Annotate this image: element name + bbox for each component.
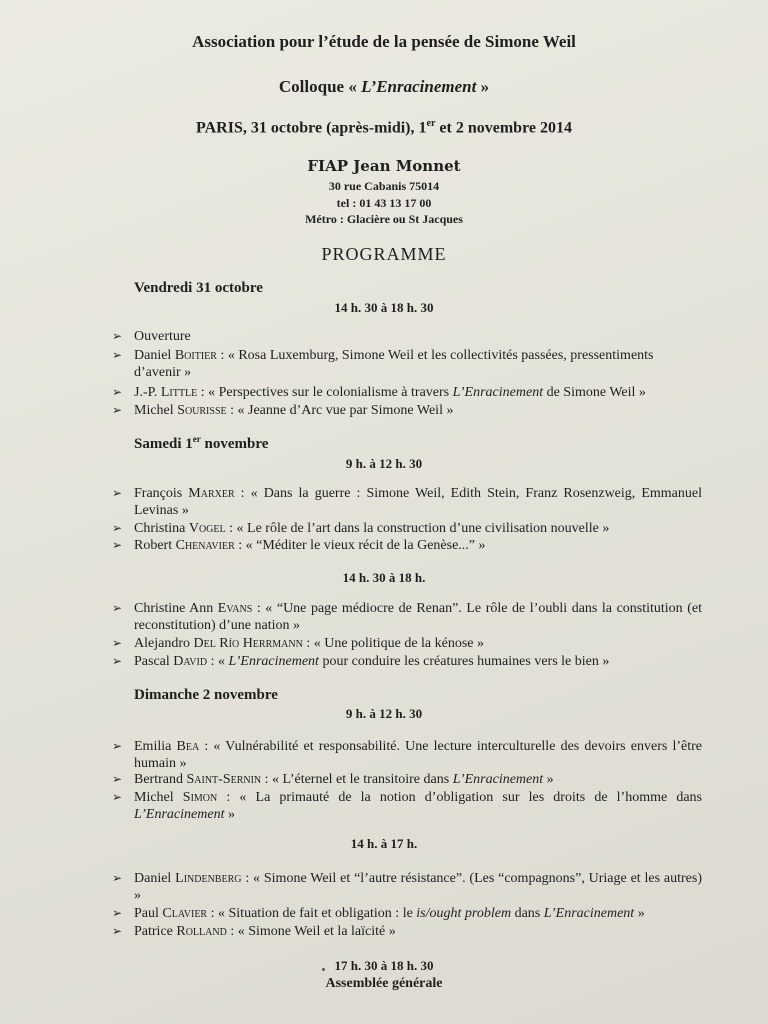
list-item <box>112 789 702 823</box>
talk-title: : « Une politique de la kénose » <box>302 636 485 651</box>
speaker-surname: Vogel <box>188 521 226 536</box>
speaker-surname: Simon <box>182 790 218 805</box>
arrow-bullet-icon: ➢ <box>112 772 123 786</box>
book-title: L’Enracinement <box>452 385 544 400</box>
list-item <box>112 328 702 345</box>
talk-title-end: de Simone Weil » <box>543 385 646 400</box>
organization-title: Association pour l’étude de la pensée de Simone Weil <box>192 32 576 51</box>
talk-title: : « L’éternel et le transitoire dans <box>261 772 453 787</box>
book-title: L’Enracinement <box>452 772 544 787</box>
venue-address: 30 rue Cabanis 75014 <box>328 179 440 193</box>
arrow-bullet-icon: ➢ <box>112 403 123 417</box>
colloque-dates <box>0 118 768 137</box>
speaker-surname: Del Río Herrmann <box>193 636 303 651</box>
speaker-surname: Marxer <box>188 486 235 501</box>
concept-title: is/ought problem <box>416 906 512 921</box>
list-item <box>112 635 702 652</box>
talk-title-mid: dans <box>511 906 544 921</box>
talk-title: : « Vulnérabilité et responsabilité. Une lecture interculturelle des devoirs envers l’être humain » <box>134 739 703 771</box>
talk-title-end: » <box>543 772 554 787</box>
list-item <box>112 485 702 519</box>
dates-part-a: PARIS, 31 octobre (après-midi), 1 <box>196 119 427 137</box>
saturday-day-sup: er <box>192 434 201 444</box>
speaker-first-name: Daniel <box>134 871 176 886</box>
saturday-day-b: novembre <box>200 436 269 452</box>
speaker-first-name: François <box>134 486 189 501</box>
closing-label: Assemblée générale <box>325 976 443 991</box>
speaker-first-name: Bertrand <box>134 772 187 787</box>
talk-title: : « Jeanne d’Arc vue par Simone Weil » <box>226 403 454 418</box>
list-item <box>112 347 702 381</box>
talk-title: : « “Une page médiocre de Renan”. Le rôle de l’oubli dans la constitution (et reconstitution) d’une nation » <box>134 601 703 633</box>
talk-title-end: » <box>224 807 235 822</box>
talk-title: : « Situation de fait et obligation : le <box>207 906 417 921</box>
speaker-surname: Little <box>160 385 198 400</box>
speaker-surname: Evans <box>217 601 253 616</box>
arrow-bullet-icon: ➢ <box>112 486 123 500</box>
book-title: L’Enracinement <box>228 654 319 669</box>
speaker-first-name: Emilia <box>134 739 177 754</box>
saturday-afternoon-slot: 14 h. 30 à 18 h. <box>342 570 426 585</box>
speaker-surname: Clavier <box>162 906 208 921</box>
speaker-surname: Chenavier <box>175 538 235 553</box>
arrow-bullet-icon: ➢ <box>112 538 123 552</box>
talk-title: : « Simone Weil et “l’autre résistance”. (Les “compagnons”, Uriage et les autres) » <box>134 871 702 903</box>
day-saturday <box>134 434 268 453</box>
book-title: L’Enracinement <box>134 807 225 822</box>
speaker-surname: Rolland <box>176 924 227 939</box>
talk-title: : « La primauté de la notion d’obligation sur les droits de l’homme dans <box>217 790 703 805</box>
speaker-first-name: Alejandro <box>134 636 194 651</box>
list-item <box>112 771 702 788</box>
programme-heading: PROGRAMME <box>321 244 447 264</box>
talk-title: : « Le rôle de l’art dans la construction d’une civilisation nouvelle » <box>225 521 610 536</box>
speaker-surname: David <box>173 654 208 669</box>
arrow-bullet-icon: ➢ <box>112 739 123 753</box>
friday-slot: 14 h. 30 à 18 h. 30 <box>334 300 434 315</box>
talk-title: : « Perspectives sur le colonialisme à travers <box>197 385 453 400</box>
venue-phone: tel : 01 43 13 17 00 <box>336 195 432 210</box>
list-item <box>112 653 702 670</box>
talk-title-end: » <box>634 906 645 921</box>
speaker-first-name: Michel <box>134 790 183 805</box>
day-sunday: Dimanche 2 novembre <box>134 687 278 703</box>
talk-title: : « Rosa Luxemburg, Simone Weil et les collectivités passées, pressentiments d’avenir » <box>134 348 654 380</box>
speaker-surname: Saint-Sernin <box>186 772 262 787</box>
arrow-bullet-icon: ➢ <box>112 906 123 920</box>
venue-metro: Métro : Glacière ou St Jacques <box>305 212 463 226</box>
colloque-suffix: » <box>476 77 490 96</box>
speaker-first-name: J.-P. <box>134 385 161 400</box>
list-item <box>112 738 702 772</box>
list-item <box>112 870 702 904</box>
list-item <box>112 402 702 419</box>
arrow-bullet-icon: ➢ <box>112 385 123 399</box>
book-title: L’Enracinement <box>543 906 635 921</box>
arrow-bullet-icon: ➢ <box>112 636 123 650</box>
item-text: Ouverture <box>134 329 191 344</box>
saturday-day-a: Samedi 1 <box>134 436 193 452</box>
arrow-bullet-icon: ➢ <box>112 654 123 668</box>
colloque-title <box>0 77 768 97</box>
arrow-bullet-icon: ➢ <box>112 790 123 804</box>
list-item <box>112 905 702 922</box>
colloque-prefix: Colloque « <box>278 77 362 96</box>
talk-title: : « Simone Weil et la laïcité » <box>226 924 396 939</box>
day-friday: Vendredi 31 octobre <box>134 280 263 296</box>
list-item <box>112 520 702 537</box>
list-item <box>112 923 702 940</box>
venue-details <box>0 178 768 228</box>
speaker-first-name: Daniel <box>134 348 175 363</box>
speaker-first-name: Pascal <box>134 654 174 669</box>
closing-slot: 17 h. 30 à 18 h. 30 <box>334 958 434 973</box>
list-item <box>112 600 702 634</box>
speaker-surname: Bea <box>176 739 200 754</box>
speaker-surname: Lindenberg <box>175 871 242 886</box>
speaker-first-name: Christine Ann <box>134 601 218 616</box>
speaker-first-name: Michel <box>134 403 178 418</box>
speaker-first-name: Christina <box>134 521 189 536</box>
arrow-bullet-icon: ➢ <box>112 871 123 885</box>
talk-title: : « “Méditer le vieux récit de la Genèse...” » <box>234 538 486 553</box>
sunday-afternoon-slot: 14 h. à 17 h. <box>350 836 418 851</box>
speaker-surname: Sourisse <box>177 403 227 418</box>
arrow-bullet-icon: ➢ <box>112 329 123 343</box>
dates-sup: er <box>426 118 436 129</box>
list-item <box>112 537 702 554</box>
arrow-bullet-icon: ➢ <box>112 601 123 615</box>
saturday-morning-slot: 9 h. à 12 h. 30 <box>345 456 423 471</box>
dates-part-b: et 2 novembre 2014 <box>435 119 572 137</box>
arrow-bullet-icon: ➢ <box>112 521 123 535</box>
talk-title-end: pour conduire les créatures humaines vers le bien » <box>318 654 610 669</box>
sunday-morning-slot: 9 h. à 12 h. 30 <box>345 706 423 721</box>
talk-title: : « Dans la guerre : Simone Weil, Edith Stein, Franz Rosenzweig, Emmanuel Levinas » <box>134 486 702 518</box>
talk-title: : « <box>207 654 229 669</box>
speaker-first-name: Robert <box>134 538 176 553</box>
speaker-first-name: Paul <box>134 906 163 921</box>
arrow-bullet-icon: ➢ <box>112 348 123 362</box>
arrow-bullet-icon: ➢ <box>112 924 123 938</box>
speaker-first-name: Patrice <box>134 924 177 939</box>
venue-name: FIAP Jean Monnet <box>307 157 461 175</box>
list-item <box>112 384 702 401</box>
speaker-surname: Boitier <box>174 348 217 363</box>
colloque-name: L’Enracinement <box>361 77 477 96</box>
